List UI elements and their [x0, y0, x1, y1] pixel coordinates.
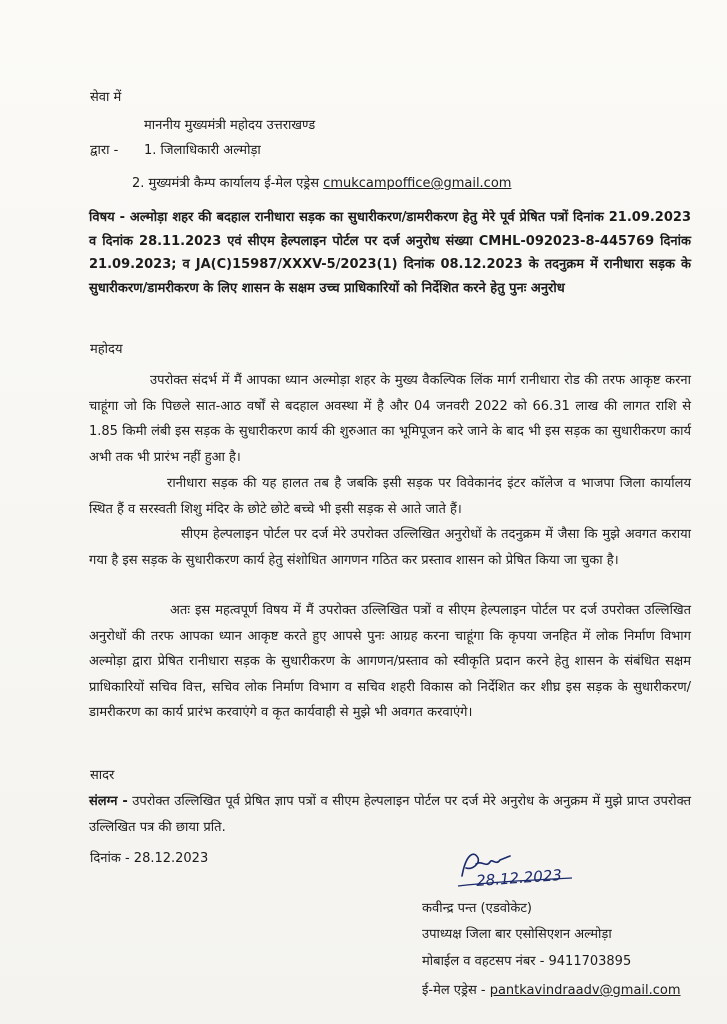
via-item-2-label: 2. मुख्यमंत्री कैम्प कार्यालय ई-मेल एड्रेस: [132, 176, 320, 191]
cm-camp-email[interactable]: cmukcampoffice@gmail.com: [323, 176, 512, 191]
via-item-2: [132, 176, 511, 192]
closing: सादर: [90, 768, 115, 783]
greeting: महोदय: [90, 342, 123, 357]
signature-date: 28.12.2023: [475, 866, 563, 890]
via-item-1: 1. जिलाधिकारी अल्मोड़ा: [144, 143, 261, 158]
via-label: द्वारा -: [90, 143, 119, 158]
paragraph-1: उपरोक्त संदर्भ में मैं आपका ध्यान अल्मोड़ा शहर के मुख्य वैकल्पिक लिंक मार्ग रानीधारा रोड की तरफ आकृष्ट करना चाहूंगा जो कि पिछले सात-आठ वर्षों से बदहाल अवस्था में है और 04 जनवरी 2022 को 66.31 लाख की लागत राशि से 1.85 किमी लंबी इस सड़क के सुधारीकरण कार्य की शुरुआत का भूमिपूजन करे जाने के बाद भी इस सड़क का सुधारीकरण कार्य अभी तक भी प्रारंभ नहीं हुआ है।: [89, 373, 691, 465]
sender-email-line: [422, 983, 681, 999]
enclosure: [89, 789, 691, 840]
enclosure-label: संलग्न -: [89, 794, 128, 809]
sender-name: कवीन्द्र पन्त (एडवोकेट): [422, 901, 532, 916]
salutation-to: सेवा में: [90, 90, 122, 105]
sender-email-label: ई-मेल एड्रेस -: [422, 983, 486, 998]
enclosure-text: उपरोक्त उल्लिखित पूर्व प्रेषित ज्ञाप पत्रों व सीएम हेल्पलाइन पोर्टल पर दर्ज मेरे अनुरोध के अनुक्रम में मुझे प्राप्त उपरोक्त उल्लिखित पत्र की छाया प्रति.: [89, 794, 691, 835]
date-line: दिनांक - 28.12.2023: [90, 851, 209, 866]
paragraph-4: अतः इस महत्वपूर्ण विषय में मैं उपरोक्त उल्लिखित पत्रों व सीएम हेल्पलाइन पोर्टल पर दर्ज उपरोक्त उल्लिखित अनुरोधों की तरफ आपका ध्यान आकृष्ट करते हुए आपसे पुनः आग्रह करना चाहूंगा कि कृपया जनहित में लोक निर्माण विभाग अल्मोड़ा द्वारा प्रेषित रानीधारा सड़क के सुधारीकरण के आगणन/प्रस्ताव को स्वीकृति प्रदान करने हेतु शासन के संबंधित सक्षम प्राधिकारियों सचिव वित्त, सचिव लोक निर्माण विभाग व सचिव शहरी विकास को निर्देशित कर शीघ्र इस सड़क के सुधारीकरण/डामरीकरण का कार्य प्रारंभ करवाएंगे व कृत कार्यवाही से मुझे भी अवगत करवाएंगे।: [89, 603, 691, 720]
recipient: माननीय मुख्यमंत्री महोदय उत्तराखण्ड: [144, 118, 316, 133]
paragraph-2: रानीधारा सड़क की यह हालत तब है जबकि इसी सड़क पर विवेकानंद इंटर कॉलेज व भाजपा जिला कार्यालय स्थित हैं व सरस्वती शिशु मंदिर के छोटे छोटे बच्चे भी इसी सड़क से आते जाते हैं।: [89, 476, 691, 517]
sender-email[interactable]: pantkavindraadv@gmail.com: [489, 983, 681, 998]
sender-title: उपाध्यक्ष जिला बार एसोसिएशन अल्मोड़ा: [422, 927, 612, 942]
paragraph-3: सीएम हेल्पलाइन पोर्टल पर दर्ज मेरे उपरोक्त उल्लिखित अनुरोधों के तदनुक्रम में जैसा कि मुझे अवगत कराया गया है इस सड़क के सुधारीकरण कार्य हेतु संशोधित आगणन गठित कर प्रस्ताव शासन को प्रेषित किया जा चुका है।: [89, 527, 691, 568]
sender-phone: मोबाईल व वहटसप नंबर - 9411703895: [422, 954, 632, 969]
subject: विषय - अल्मोड़ा शहर की बदहाल रानीधारा सड़क का सुधारीकरण/डामरीकरण हेतु मेरे पूर्व प्रेषित पत्रों दिनांक 21.09.2023 व दिनांक 28.11.2023 एवं सीएम हेल्पलाइन पोर्टल पर दर्ज अनुरोध संख्या CMHL-092023-8-445769 दिनांक 21.09.2023; व JA(C)15987/XXXV-5/2023(1) दिनांक 08.12.2023 के तदनुक्रम में रानीधारा सड़क के सुधारीकरण/डामरीकरण के लिए शासन के सक्षम उच्च प्राधिकारियों को निर्देशित करने हेतु पुनः अनुरोध: [89, 210, 691, 296]
